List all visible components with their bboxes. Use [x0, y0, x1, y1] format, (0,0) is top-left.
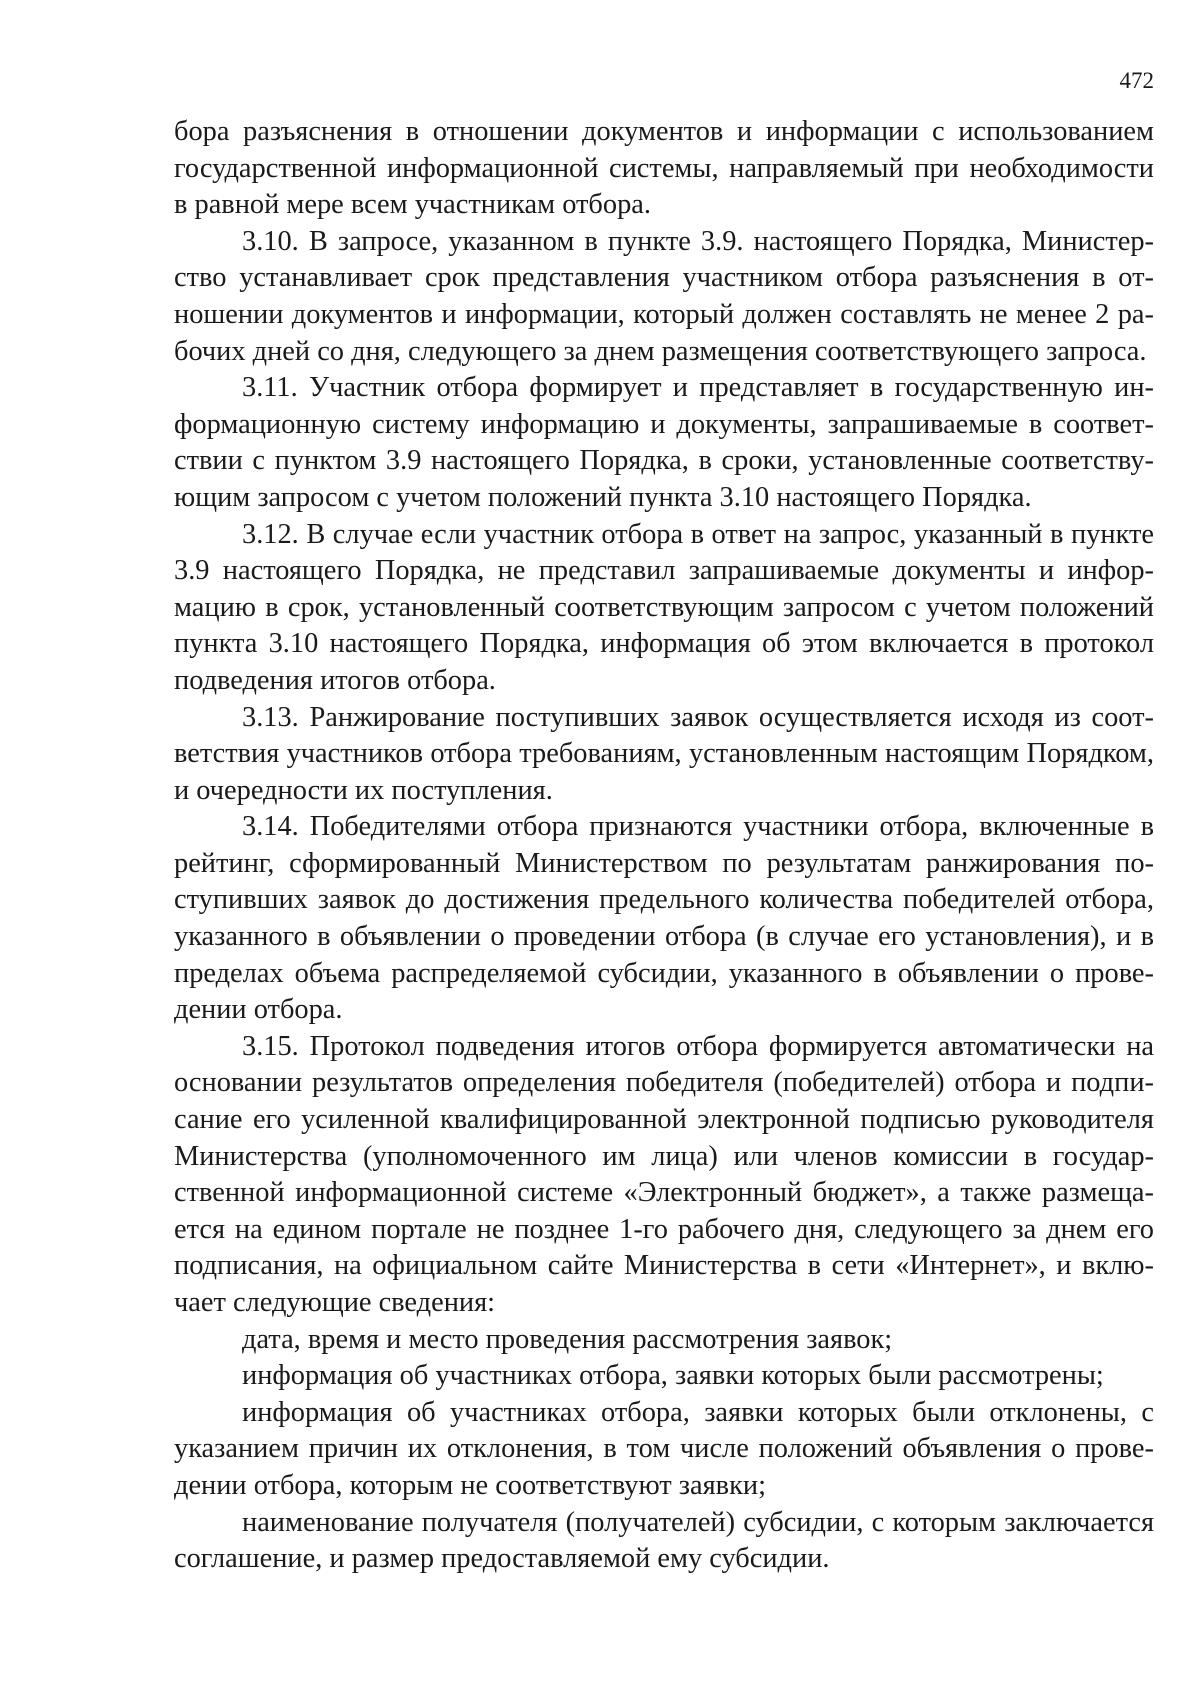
page-number: 472 — [1119, 68, 1154, 93]
paragraph-3-12: 3.12. В случае если участник отбора в ответ на запрос, указанный в пункте 3.9 настоящего Порядка, не представил запрашиваемые документы и информацию в срок, установленный соответствующим запросом с учетом положений пункта 3.10 настоящего Порядка, информация об этом включается в протокол подведения итогов отбора. — [174, 518, 1154, 696]
list-item-rejected-participants: информация об участниках отбора, заявки которых были отклонены, с указанием причин их отклонения, в том числе положений объявления о проведении отбора, которым не соответствуют заявки; — [174, 1396, 1154, 1501]
paragraph-3-13: 3.13. Ранжирование поступивших заявок осуществляется исходя из соответствия участников отбора требованиям, установленным настоящим Порядком, и очередности их поступления. — [174, 701, 1154, 806]
list-item-recipient-name: наименование получателя (получателей) субсидии, с которым заключается соглашение, и размер предоставляемой ему субсидии. — [174, 1506, 1154, 1575]
document-body — [174, 114, 1154, 1578]
list-item-reviewed-participants: информация об участниках отбора, заявки которых были рассмотрены; — [242, 1360, 1104, 1392]
paragraph-3-14: 3.14. Победителями отбора признаются участники отбора, включенные в рейтинг, сформированный Министерством по результатам ранжирования поступивших заявок до достижения предельного количества победителей отбора, указанного в объявлении о проведении отбора (в случае его установления), и в пределах объема распределяемой субсидии, указанного в объявлении о проведении отбора. — [174, 811, 1154, 1026]
paragraph-continuation: бора разъяснения в отношении документов и информации с использованием государственной информационной системы, направляемый при необходимости в равной мере всем участникам отбора. — [174, 116, 1154, 221]
list-item-date-time-place: дата, время и место проведения рассмотрения заявок; — [242, 1323, 893, 1355]
paragraph-3-15: 3.15. Протокол подведения итогов отбора формируется автоматически на основании результатов определения победителя (победителей) отбора и подписание его усиленной квалифицированной электронной подписью руководителя Министерства (уполномоченного им лица) или членов комиссии в государственной информационной системе «Электронный бюджет», а также размещается на едином портале не позднее 1-го рабочего дня, следующего за днем его подписания, на официальном сайте Министерства в сети «Интернет», и включает следующие сведения: — [174, 1030, 1154, 1318]
paragraph-3-11: 3.11. Участник отбора формирует и представляет в государственную информационную систему информацию и документы, запрашиваемые в соответствии с пунктом 3.9 настоящего Порядка, в сроки, установленные соответствующим запросом с учетом положений пункта 3.10 настоящего Порядка. — [174, 372, 1154, 513]
paragraph-3-10: 3.10. В запросе, указанном в пункте 3.9. настоящего Порядка, Министерство устанавливает срок представления участником отбора разъяснения в отношении документов и информации, который должен составлять не менее 2 рабочих дней со дня, следующего за днем размещения соответствующего запроса. — [174, 225, 1154, 367]
